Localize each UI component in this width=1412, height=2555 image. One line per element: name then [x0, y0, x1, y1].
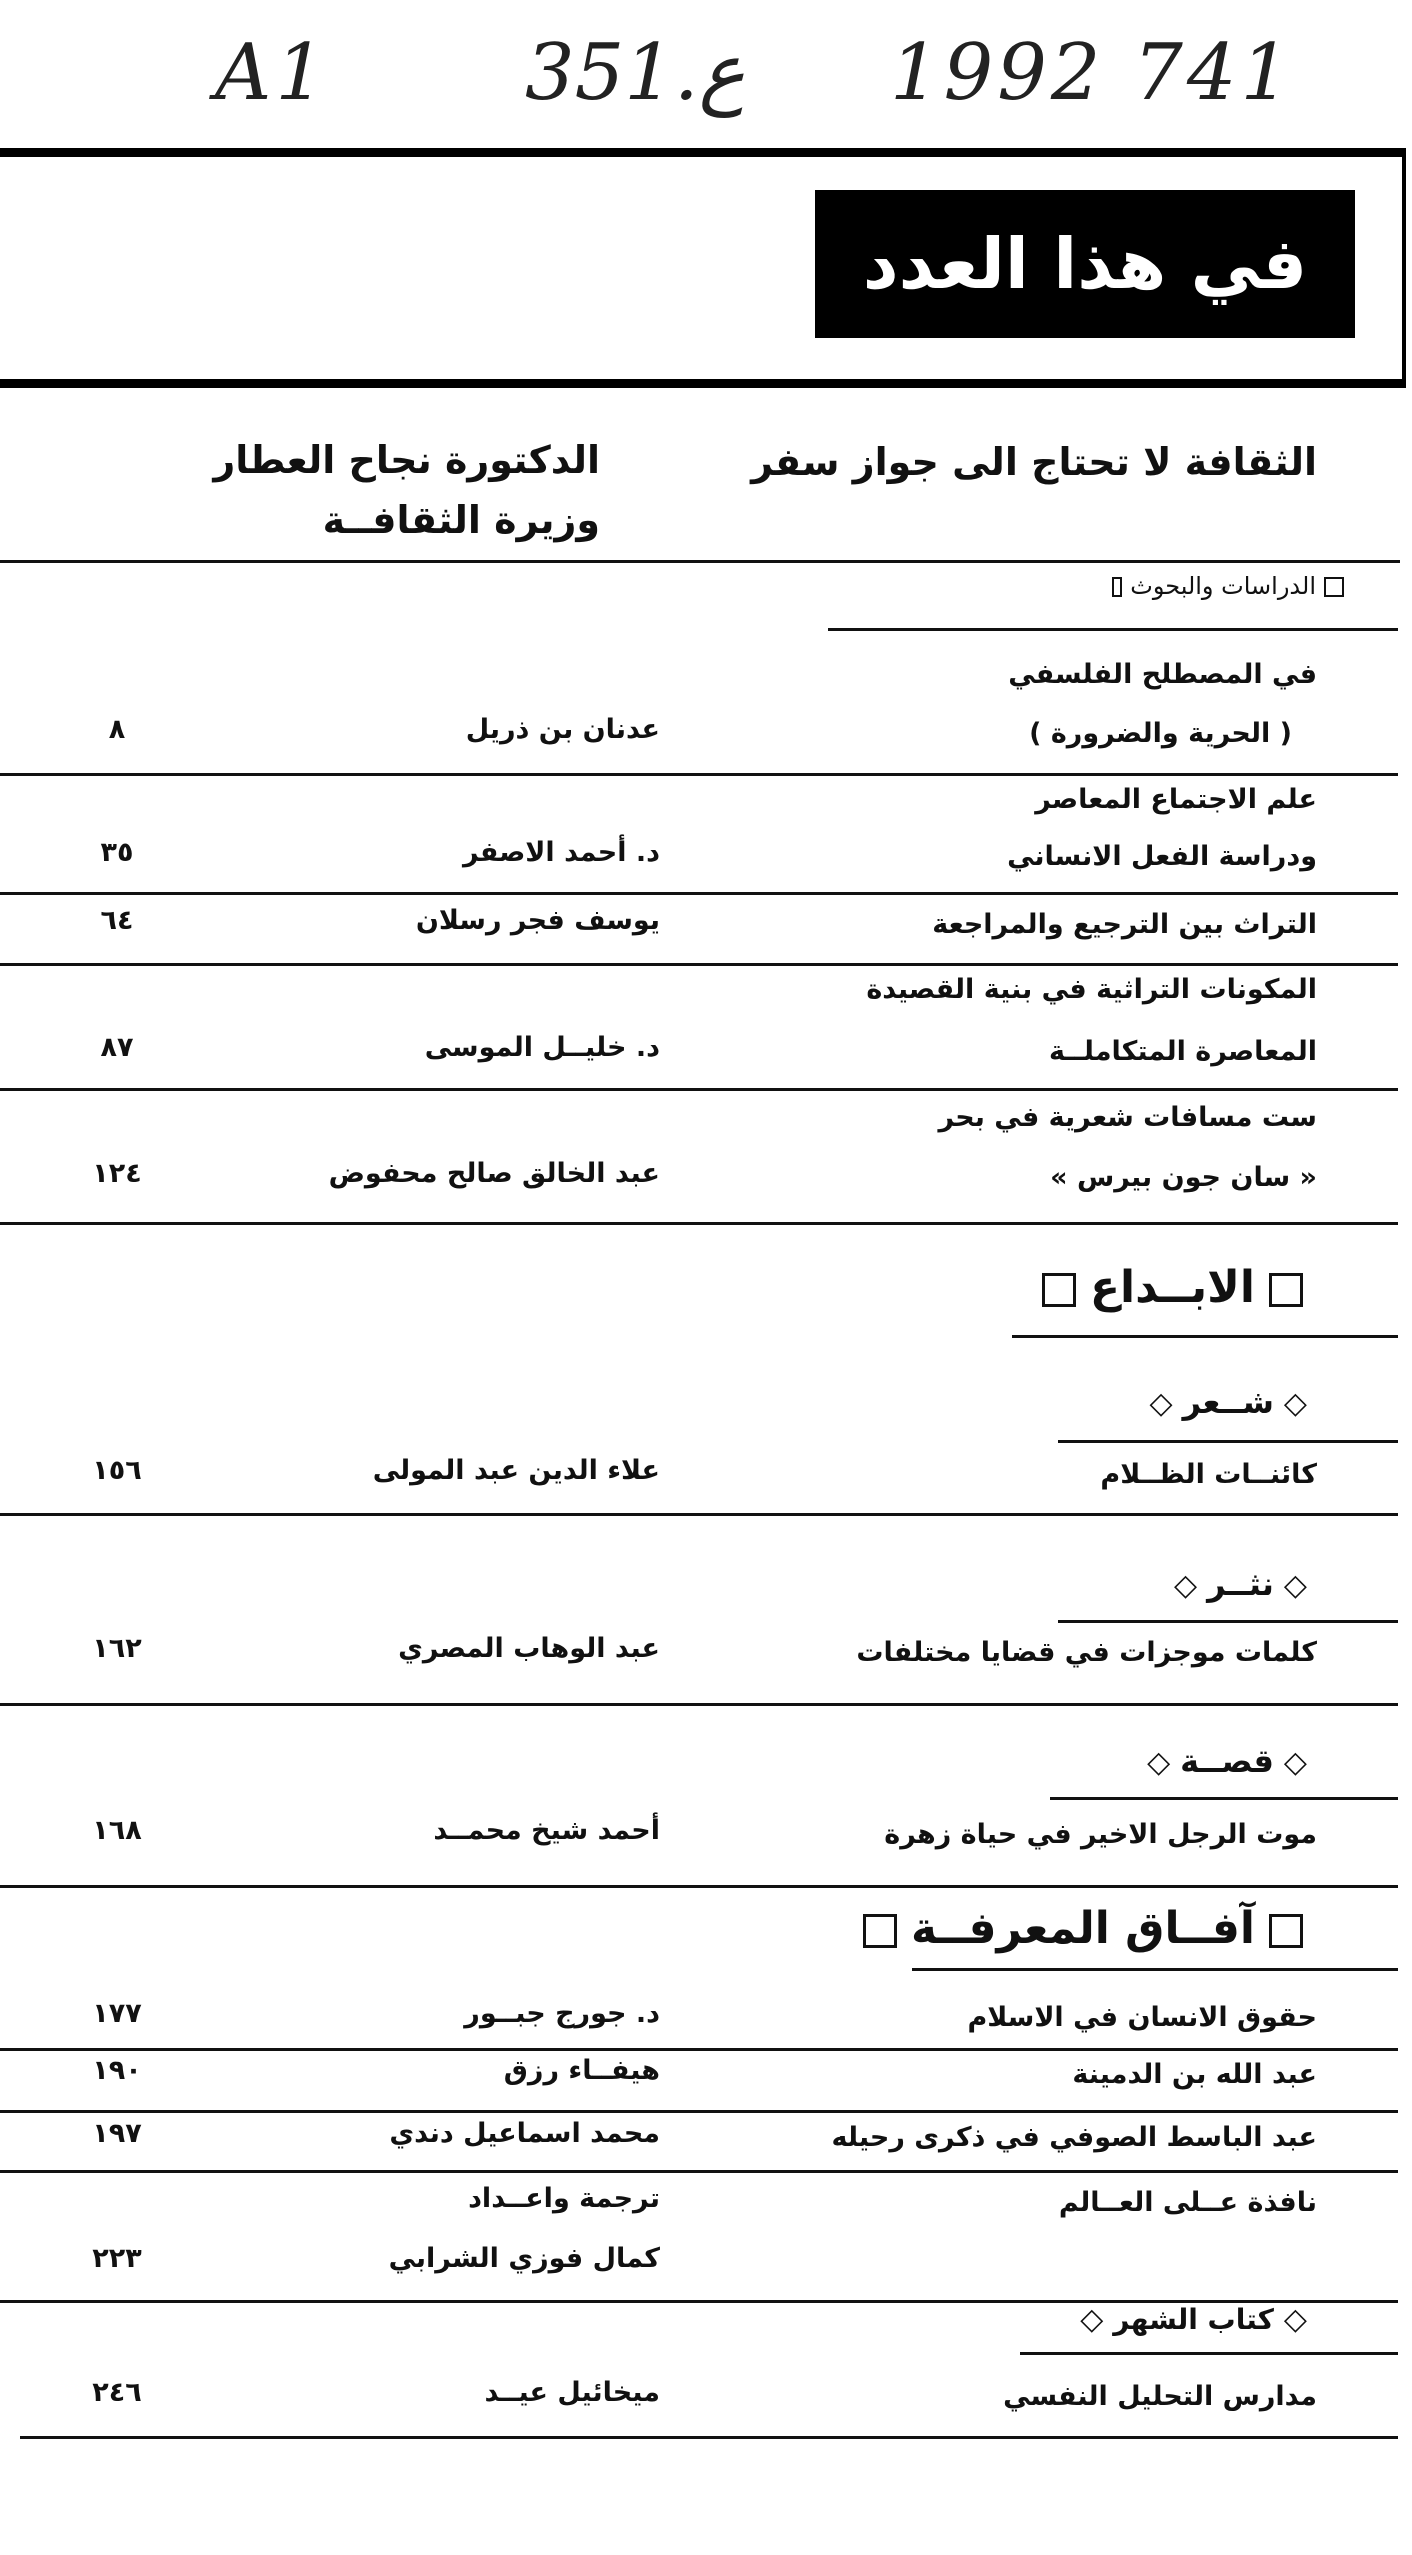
horizons-page: ١٩٧ [92, 2118, 142, 2149]
divider [0, 2110, 1398, 2113]
divider [1058, 1620, 1398, 1623]
horizons-title: نافذة عــلى العــالم [1058, 2187, 1317, 2218]
study-subtitle: ودراسة الفعل الانساني [1007, 841, 1317, 872]
study-page: ٨٧ [100, 1032, 134, 1063]
divider [0, 963, 1398, 966]
study-subtitle: « سان جون بيرس » [1050, 1162, 1317, 1193]
diamond-icon: ◇ [1283, 1386, 1307, 1421]
diamond-icon: ◇ [1080, 2302, 1104, 2337]
horizons-author: هيفــاء رزق [503, 2055, 660, 2086]
divider [0, 1222, 1398, 1225]
horizons-title: عبد الله بن الدمينة [1072, 2059, 1317, 2090]
horizons-author: كمال فوزي الشرابي [388, 2243, 660, 2274]
study-title: المكونات التراثية في بنية القصيدة [866, 974, 1317, 1005]
study-page: ١٢٤ [92, 1158, 142, 1189]
diamond-icon: ◇ [1283, 1745, 1307, 1780]
poetry-title: كائنــات الظــلام [1100, 1459, 1317, 1490]
study-title: علم الاجتماع المعاصر [1035, 784, 1317, 815]
study-author: عدنان بن ذريل [465, 714, 660, 745]
book-page: ٢٤٦ [92, 2377, 142, 2408]
book-title: مدارس التحليل النفسي [1003, 2381, 1317, 2412]
divider [1050, 1797, 1398, 1800]
bracket-icon [1112, 577, 1122, 597]
divider [1058, 1440, 1398, 1443]
editorial-title: الثقافة لا تحتاج الى جواز سفر [751, 440, 1317, 484]
divider [1020, 2352, 1398, 2355]
divider [912, 1968, 1398, 1971]
divider [0, 892, 1398, 895]
prose-title: كلمات موجزات في قضايا مختلفات [856, 1637, 1317, 1668]
study-author: د. أحمد الاصفر [462, 837, 660, 868]
horizons-heading: آفــاق المعرفــة [849, 1903, 1317, 1954]
square-icon [1042, 1273, 1076, 1307]
horizons-author: ترجمة واعــداد [468, 2183, 660, 2214]
prose-author: عبد الوهاب المصري [398, 1633, 660, 1664]
prose-page: ١٦٢ [92, 1633, 142, 1664]
divider [0, 773, 1398, 776]
divider [1012, 1335, 1398, 1338]
square-icon [1269, 1914, 1303, 1948]
diamond-icon: ◇ [1147, 1745, 1171, 1780]
horizons-author: د. جورج جبــور [464, 1998, 660, 2029]
story-author: أحمد شيخ محمــد [433, 1815, 660, 1846]
horizons-author: محمد اسماعيل دندي [389, 2118, 660, 2149]
divider [20, 2436, 1398, 2439]
horizons-page: ١٩٠ [92, 2055, 142, 2086]
study-page: ٣٥ [100, 837, 134, 868]
divider [0, 1513, 1398, 1516]
catalog-code-2: 351.ع [525, 28, 746, 118]
study-author: عبد الخالق صالح محفوض [328, 1158, 660, 1189]
horizons-page: ٢٢٣ [92, 2243, 142, 2274]
square-icon [1269, 1273, 1303, 1307]
divider [0, 560, 1400, 563]
divider [0, 2170, 1398, 2173]
book-heading: ◇كتاب الشهر◇ [1080, 2302, 1307, 2337]
creative-heading: الابــداع [1028, 1262, 1317, 1313]
study-subtitle: ( الحرية والضرورة ) [1029, 718, 1292, 749]
horizons-title: عبد الباسط الصوفي في ذكرى رحيله [831, 2122, 1317, 2153]
catalog-code-1: A1 [215, 28, 329, 118]
divider [828, 628, 1398, 631]
study-page: ٨ [108, 714, 126, 745]
study-title: في المصطلح الفلسفي [1008, 659, 1317, 690]
checkbox-icon [1324, 577, 1344, 597]
divider [0, 1088, 1398, 1091]
study-title: التراث بين الترجيع والمراجعة [932, 909, 1317, 940]
study-title: ست مسافات شعرية في بحر [938, 1102, 1317, 1133]
prose-heading: ◇نثــر◇ [1173, 1565, 1307, 1603]
diamond-icon: ◇ [1283, 2302, 1307, 2337]
studies-label: الدراسات والبحوث [1104, 572, 1352, 600]
poetry-heading: ◇شــعر◇ [1149, 1383, 1307, 1421]
diamond-icon: ◇ [1173, 1568, 1198, 1603]
divider [0, 2048, 1398, 2051]
poetry-author: علاء الدين عبد المولى [372, 1455, 660, 1486]
story-heading: ◇قصــة◇ [1147, 1742, 1307, 1780]
minister-title: وزيرة الثقافــة [322, 498, 600, 542]
divider [0, 1703, 1398, 1706]
study-author: د. خليــل الموسى [424, 1032, 660, 1063]
square-icon [863, 1914, 897, 1948]
study-author: يوسف فجر رسلان [415, 905, 660, 936]
study-page: ٦٤ [100, 905, 134, 936]
story-title: موت الرجل الاخير في حياة زهرة [884, 1819, 1317, 1850]
horizons-title: حقوق الانسان في الاسلام [967, 2002, 1317, 2033]
divider [0, 1885, 1398, 1888]
diamond-icon: ◇ [1283, 1568, 1307, 1603]
horizons-page: ١٧٧ [92, 1998, 142, 2029]
study-subtitle: المعاصرة المتكاملــة [1048, 1036, 1317, 1067]
diamond-icon: ◇ [1149, 1386, 1173, 1421]
story-page: ١٦٨ [92, 1815, 142, 1846]
issue-banner: في هذا العدد [815, 190, 1355, 338]
catalog-code-3: 1992 741 [890, 28, 1295, 118]
minister-name: الدكتورة نجاح العطار [213, 438, 600, 482]
minister-block [180, 430, 600, 550]
book-author: ميخائيل عيــد [484, 2377, 660, 2408]
poetry-page: ١٥٦ [92, 1455, 142, 1486]
